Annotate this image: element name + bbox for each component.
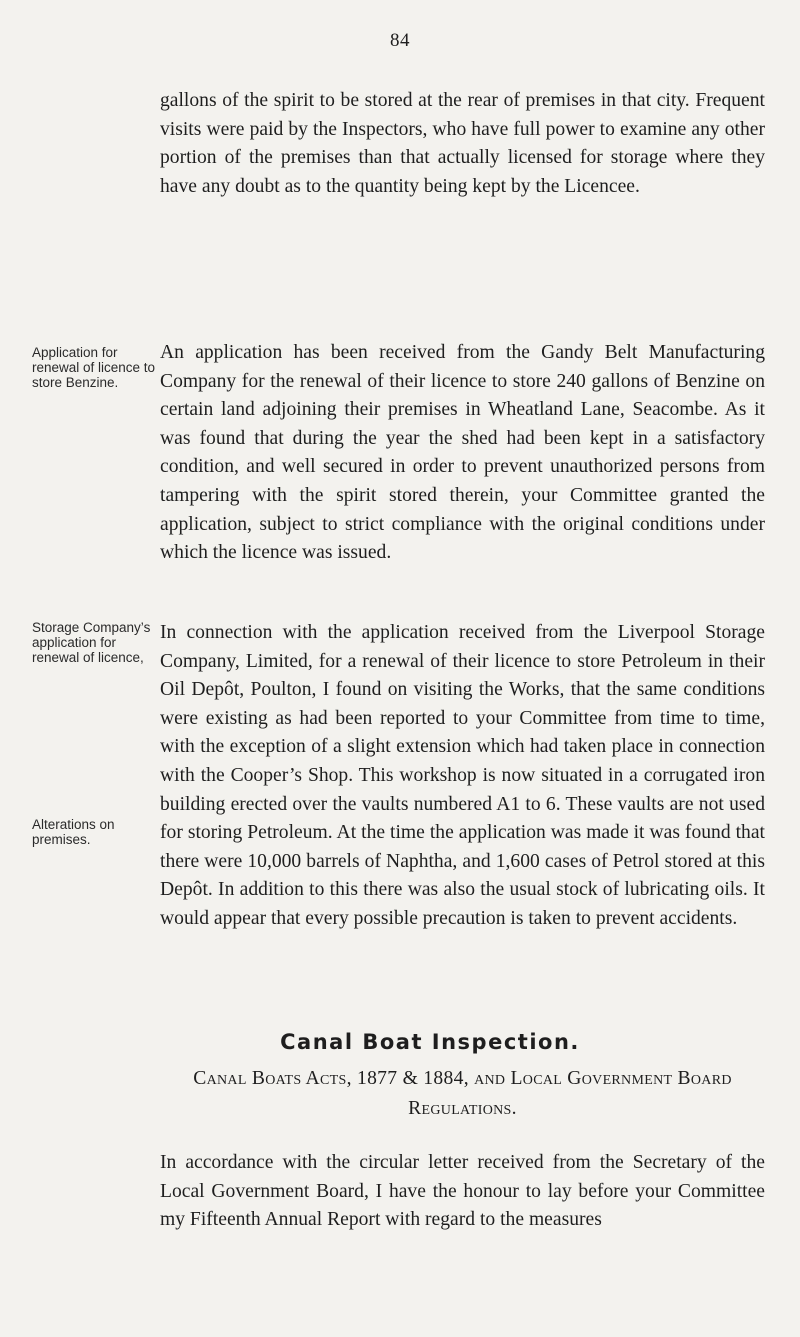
margin-note-storage-company: Storage Company’s application for renewal of licence, — [32, 620, 151, 665]
margin-note-benzine-licence: Application for renewal of licence to store Benzine. — [32, 345, 156, 390]
paragraph-liverpool-storage: In connection with the application received from the Liverpool Storage Company, Limited, for a renewal of their licence to store Petroleum in their Oil Depôt, Poulton, I found on visiting the Works, that the same conditions were existing as had been reported to your Committee from time to time, with the exception of a slight extension which had taken place in connection with the Cooper’s Shop. This workshop is now situated in a corrugated iron building erected over the vaults numbered A1 to 6. These vaults are not used for storing Petroleum. At the time the application was made it was found that there were 10,000 barrels of Naphtha, and 1,600 cases of Petrol stored at this Depôt. In addition to this there was also the usual stock of lubricating oils. It would appear that every possible precaution is taken to prevent accidents. — [160, 622, 765, 929]
section-subheading: Canal Boats Acts, 1877 & 1884, and Local Government Board Regulations. — [193, 1068, 732, 1119]
page-number: 84 — [390, 30, 410, 51]
section-heading: Canal Boat Inspection. — [280, 1030, 580, 1054]
paragraph-annual-report: In accordance with the circular letter received from the Secretary of the Local Government Board, I have the honour to lay before your Committee my Fifteenth Annual Report with regard to the measures — [160, 1152, 765, 1231]
paragraph-gandy-belt-application: An application has been received from the Gandy Belt Manufacturing Company for the renewal of their licence to store 240 gallons of Benzine on certain land adjoining their premises in Wheatland Lane, Seacombe. As it was found that during the year the shed had been kept in a satisfactory condition, and well secured in order to prevent unauthorized persons from tampering with the spirit stored therein, your Committee granted the application, subject to strict compliance with the original conditions under which the licence was issued. — [160, 342, 765, 564]
margin-note-alterations: Alterations on premises. — [32, 817, 115, 847]
paragraph-licencee-inspection: gallons of the spirit to be stored at the rear of premises in that city. Frequent visits were paid by the Inspectors, who have full power to examine any other portion of the premises than that actually licensed for storage where they have any doubt as to the quantity being kept by the Licencee. — [160, 90, 765, 197]
